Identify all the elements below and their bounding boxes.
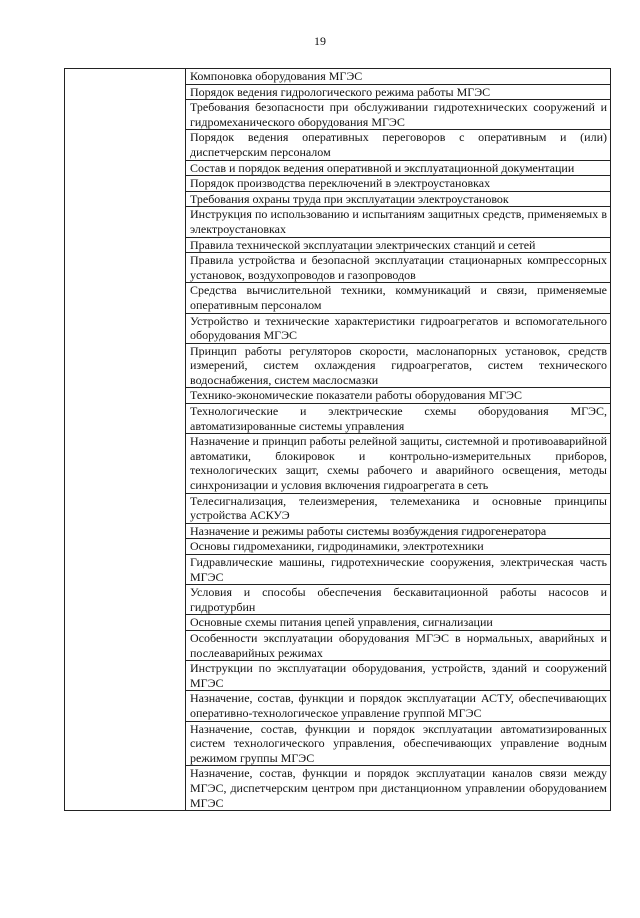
requirement-item: Правила устройства и безопасной эксплуатации стационарных компрессорных установок, воздухопроводов и газопроводов [186, 253, 611, 283]
requirement-item: Технологические и электрические схемы оборудования МГЭС, автоматизированные системы управления [186, 404, 611, 434]
requirement-item: Гидравлические машины, гидротехнические сооружения, электрическая часть МГЭС [186, 555, 611, 585]
requirement-item: Инструкция по использованию и испытаниям защитных средств, применяемых в электроустановках [186, 207, 611, 237]
requirement-item: Назначение, состав, функции и порядок эксплуатации АСТУ, обеспечивающих оперативно-технологическое управление группой МГЭС [186, 691, 611, 721]
page-number: 19 [314, 34, 326, 48]
requirement-item: Назначение и режимы работы системы возбуждения гидрогенератора [186, 523, 611, 539]
requirement-item: Порядок ведения оперативных переговоров с оперативным и (или) диспетчерским персоналом [186, 130, 611, 160]
requirement-item: Назначение и принцип работы релейной защиты, системной и противоаварийной автоматики, блокировок и контрольно-измерительных приборов, технологических защит, схемы рабочего и аварийного освещения, методы синхронизации и условия включения гидроагрегата в сеть [186, 434, 611, 493]
requirement-item: Принцип работы регуляторов скорости, маслонапорных установок, средств измерений, систем охлаждения гидроагрегатов, систем технического водоснабжения, систем маслосмазки [186, 343, 611, 388]
requirement-item: Требования охраны труда при эксплуатации электроустановок [186, 191, 611, 207]
requirement-item: Устройство и технические характеристики гидроагрегатов и вспомогательного оборудования МГЭС [186, 313, 611, 343]
requirement-item: Инструкции по эксплуатации оборудования, устройств, зданий и сооружений МГЭС [186, 661, 611, 691]
requirement-item: Компоновка оборудования МГЭС [186, 69, 611, 85]
requirement-item: Особенности эксплуатации оборудования МГЭС в нормальных, аварийных и послеаварийных режимах [186, 630, 611, 660]
requirement-item: Основы гидромеханики, гидродинамики, электротехники [186, 539, 611, 555]
requirements-table [64, 68, 611, 811]
requirements-table-body [65, 69, 611, 811]
requirement-item: Назначение, состав, функции и порядок эксплуатации автоматизированных систем технологического управления, обеспечивающих управление водным режимом группы МГЭС [186, 721, 611, 766]
requirement-item: Правила технической эксплуатации электрических станций и сетей [186, 237, 611, 253]
requirement-item: Средства вычислительной техники, коммуникаций и связи, применяемые оперативным персоналом [186, 283, 611, 313]
requirement-item: Технико-экономические показатели работы оборудования МГЭС [186, 388, 611, 404]
requirement-item: Порядок ведения гидрологического режима работы МГЭС [186, 84, 611, 100]
requirement-item: Состав и порядок ведения оперативной и эксплуатационной документации [186, 160, 611, 176]
requirement-item: Назначение, состав, функции и порядок эксплуатации каналов связи между МГЭС, диспетчерским центром при дистанционном управлении оборудованием МГЭС [186, 766, 611, 811]
requirement-item: Телесигнализация, телеизмерения, телемеханика и основные принципы устройства АСКУЭ [186, 493, 611, 523]
requirement-item: Условия и способы обеспечения бескавитационной работы насосов и гидротурбин [186, 585, 611, 615]
requirement-item: Основные схемы питания цепей управления, сигнализации [186, 615, 611, 631]
requirement-item: Порядок производства переключений в электроустановках [186, 176, 611, 192]
left-empty-cell [65, 69, 186, 811]
requirement-item: Требования безопасности при обслуживании гидротехнических сооружений и гидромеханического оборудования МГЭС [186, 100, 611, 130]
table-row [65, 69, 611, 85]
